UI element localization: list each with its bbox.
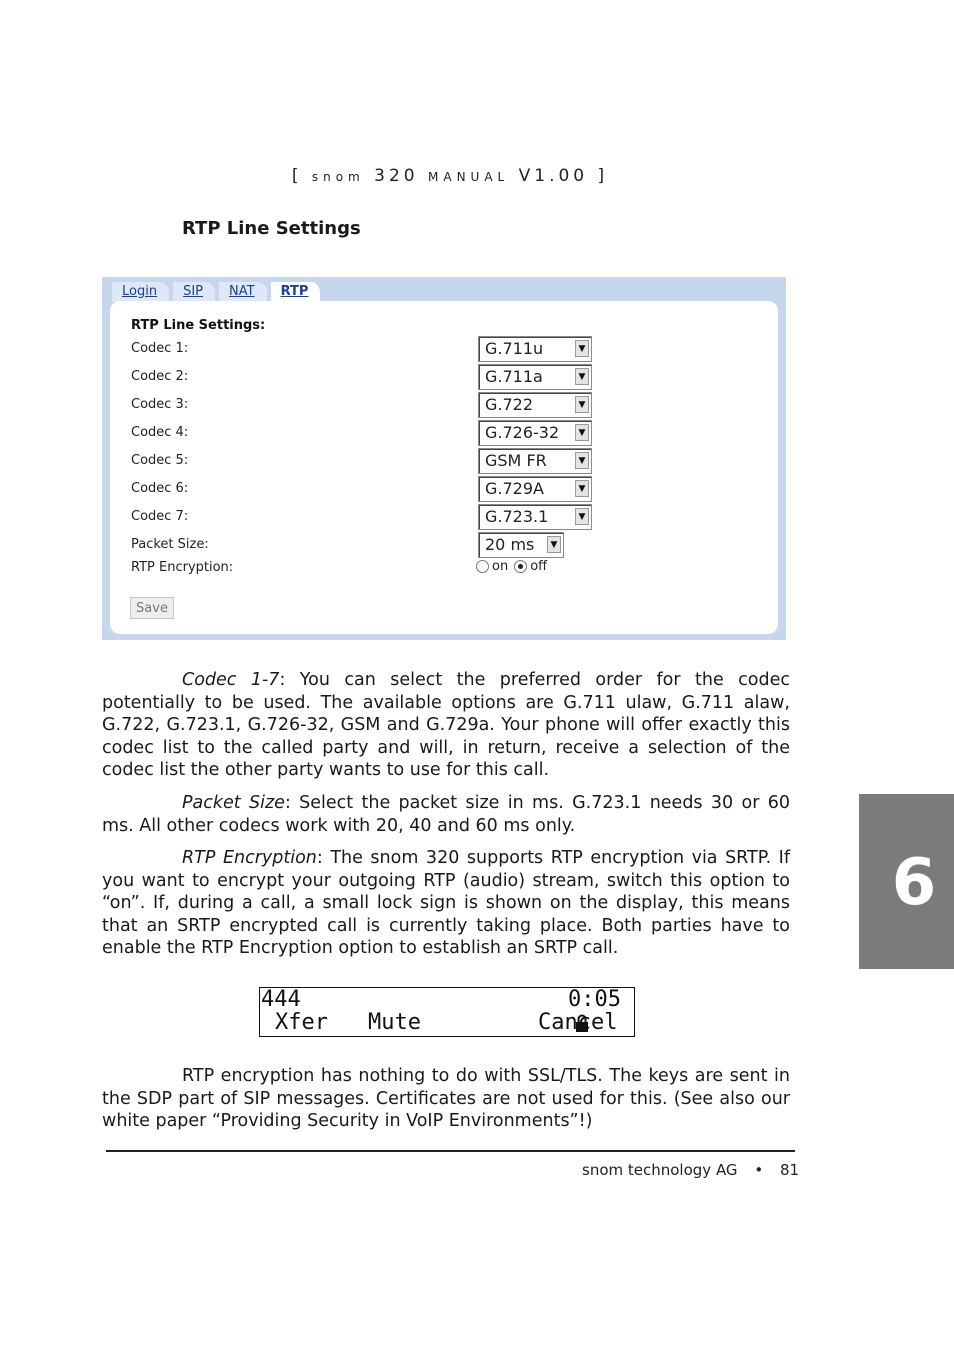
chevron-down-icon: ▼ [575,368,589,385]
encryption-on-label: on [492,559,509,574]
ssl-text: RTP encryption has nothing to do with SSL/TLS. The keys are sent in the SDP part of SIP messages. Certificates are not used for this. (See also our white paper “Providing Security in VoIP Environments”!) [102,1066,790,1131]
header-model: 320 [374,166,419,186]
footer-bullet: • [754,1161,764,1179]
codec-2-select[interactable] [478,364,592,390]
encryption-paragraph [102,847,790,960]
packet-size-paragraph [102,792,790,837]
form-heading: RTP Line Settings: [131,318,266,333]
codec-2-value: G.711a [485,367,543,386]
encryption-off-radio[interactable] [514,560,527,573]
codec-7-label: Codec 7: [131,509,189,524]
rtp-encryption-options [476,559,547,574]
chevron-down-icon: ▼ [575,396,589,413]
codec-term: Codec 1-7 [182,670,280,690]
codec-1-value: G.711u [485,339,544,358]
section-title: RTP Line Settings [182,218,361,239]
lcd-number: 444 [261,987,301,1012]
chapter-number: 6 [891,846,937,920]
packet-size-value: 20 ms [485,535,535,554]
tab-bar [112,282,324,302]
codec-3-value: G.722 [485,395,534,414]
codec-5-value: GSM FR [485,451,547,470]
footer-rule [106,1150,795,1152]
lcd-time: 0:05 [568,987,621,1012]
lcd-mute: Mute [368,1010,421,1035]
codec-7-select[interactable] [478,504,592,530]
chevron-down-icon: ▼ [575,508,589,525]
codec-2-label: Codec 2: [131,369,189,384]
phone-lcd-display [259,987,635,1037]
tab-login[interactable]: Login [112,282,169,302]
codec-paragraph [102,669,790,782]
packet-size-label: Packet Size: [131,537,209,552]
chevron-down-icon: ▼ [575,424,589,441]
packet-term: Packet Size [182,793,285,813]
chevron-down-icon: ▼ [575,340,589,357]
codec-text: : You can select the preferred order for the codec potentially to be used. The available options are G.711 ulaw, G.711 alaw, G.722, G.723.1, G.726-32, GSM and G.729a. Your phone will offer exactly this codec list to the called party and will, in return, receive a selection of the codec list the other party wants to use for this call. [102,670,790,780]
chevron-down-icon: ▼ [575,452,589,469]
chapter-tab [859,794,954,969]
packet-text: : Select the packet size in ms. G.723.1 needs 30 or 60 ms. All other codecs work with 20, 40 and 60 ms only. [102,793,790,836]
settings-form [110,301,778,634]
encryption-text: : The snom 320 supports RTP encryption via SRTP. If you want to encrypt your outgoing RTP (audio) stream, switch this option to “on”. If, during a call, a small lock sign is shown on the display, this means that an SRTP encrypted call is currently taking place. Both parties have to enable the RTP Encryption option to establish an SRTP call. [102,848,791,958]
chevron-down-icon: ▼ [547,536,561,553]
page-number: 81 [779,1161,800,1179]
codec-4-label: Codec 4: [131,425,189,440]
tab-nat[interactable]: NAT [219,282,267,302]
codec-5-select[interactable] [478,448,592,474]
codec-4-select[interactable] [478,420,592,446]
bracket-open: [ [291,166,303,186]
encryption-term: RTP Encryption [182,848,317,868]
codec-1-label: Codec 1: [131,341,189,356]
save-button[interactable]: Save [130,597,174,619]
lcd-cancel: Cancel [538,1010,618,1035]
codec-7-value: G.723.1 [485,507,549,526]
header-brand: snom [311,170,365,184]
page-footer [582,1161,799,1179]
header-version: V1.00 [518,166,589,186]
rtp-encryption-label: RTP Encryption: [131,560,234,575]
encryption-on-radio[interactable] [476,560,489,573]
lcd-xfer: Xfer [275,1010,328,1035]
codec-4-value: G.726-32 [485,423,560,442]
encryption-off-label: off [530,559,548,574]
codec-6-label: Codec 6: [131,481,189,496]
chevron-down-icon: ▼ [575,480,589,497]
ssl-paragraph [102,1065,790,1133]
codec-3-label: Codec 3: [131,397,189,412]
codec-1-select[interactable] [478,336,592,362]
codec-6-value: G.729A [485,479,544,498]
tab-rtp[interactable]: RTP [271,282,321,302]
codec-3-select[interactable] [478,392,592,418]
header-manual: MANUAL [428,170,510,184]
codec-6-select[interactable] [478,476,592,502]
rtp-settings-screenshot [102,277,786,640]
bracket-close: ] [597,166,609,186]
packet-size-select[interactable] [478,532,564,558]
tab-sip[interactable]: SIP [173,282,215,302]
running-header [0,166,900,186]
footer-company: snom technology AG [582,1161,738,1179]
codec-5-label: Codec 5: [131,453,189,468]
